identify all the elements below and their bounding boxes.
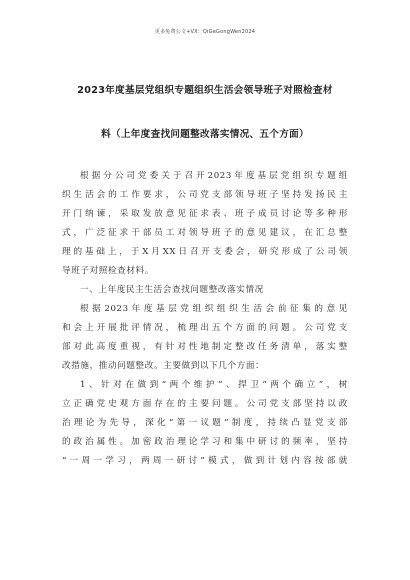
paragraph-line: 立正确党史观方面存在的主要问题。公司党支部坚持以政 xyxy=(62,399,348,409)
paragraph-line: 改措施，推动问题整改。主要做到以下几个方面： xyxy=(62,361,265,371)
document-title-line-1: 2023年度基层党组织专题组织生活会领导班子对照检查材 xyxy=(77,85,333,96)
paragraph-line: 根据2023年度基层党组织组织生活会前征集的意见 xyxy=(80,304,348,314)
paragraph-line: “一周一学习，两周一研讨”模式，做到计划内容按部就 xyxy=(62,456,348,466)
paragraph-line: 1、针对在做到“两个维护”、捍卫“两个确立”，树 xyxy=(80,380,348,390)
paragraph-line: 根据分公司党委关于召开2023年度基层党组织专题组 xyxy=(80,171,348,181)
paragraph-line: 开门纳谏，采取发放意见征求表、班子成员讨论等多种形 xyxy=(62,209,348,219)
paragraph-line: 治理论为先导，深化“第一议题”制度，持续凸显党支部 xyxy=(62,418,348,428)
paragraph-line: 部对此高度重视，有针对性地制定整改任务清单，落实整 xyxy=(62,342,348,352)
header-note: 更多免费公文+VX：QiGeGongWen2024 xyxy=(154,29,256,35)
paragraph-line: 式，广泛征求干部员工对领导班子的意见建议，在汇总整 xyxy=(62,228,348,238)
paragraph-line: 的政治属性。加密政治理论学习和集中研讨的频率，坚持 xyxy=(62,437,348,447)
section-heading-text: 一、上年度民主生活会查找问题整改落实情况 xyxy=(80,285,264,295)
paragraph-line: 理的基础上，于X月XX日召开支委会，研究形成了公司领 xyxy=(62,247,348,257)
paragraph-line: 和会上开展批评情况，梳理出五个方面的问题。公司党支 xyxy=(62,323,348,333)
document-title-line-2: 料（上年度查找问题整改落实情况、五个方面） xyxy=(101,129,309,140)
paragraph-line: 织生活会的工作要求，公司党支部领导班子坚持发扬民主 xyxy=(62,190,348,200)
paragraph-line: 导班子对照检查材料。 xyxy=(62,266,154,276)
